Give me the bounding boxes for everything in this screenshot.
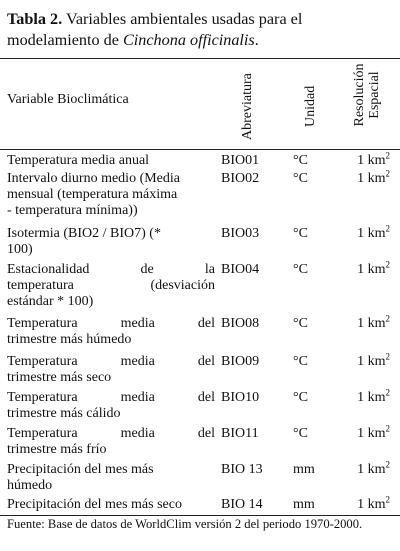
abbreviation-cell: BIO10 [221, 390, 260, 405]
resolution-exponent: 2 [385, 351, 390, 362]
species-name: Cinchona officinalis [122, 31, 255, 49]
abbreviation-cell: BIO08 [221, 316, 260, 331]
abbreviation-cell: BIO02 [221, 171, 260, 186]
resolution-exponent: 2 [385, 423, 390, 434]
unit-cell: °C [293, 171, 308, 186]
variable-name-line: Temperatura media del [7, 316, 215, 331]
resolution-exponent: 2 [385, 150, 390, 161]
variable-name [7, 390, 215, 422]
resolution-cell [357, 351, 390, 370]
resolution-exponent: 2 [385, 313, 390, 324]
resolution-cell [357, 494, 390, 513]
variable-name-line: trimestre más húmedo [7, 332, 132, 347]
resolution-value: 1 km [357, 354, 386, 369]
unit-cell: °C [293, 390, 308, 405]
variable-name-line: Temperatura media del [7, 426, 215, 441]
resolution-value: 1 km [357, 153, 386, 168]
table-caption [7, 9, 393, 51]
variable-name-line: Temperatura media anual [7, 153, 150, 168]
variable-name-line: Temperatura media del [7, 354, 215, 369]
resolution-exponent: 2 [385, 168, 390, 179]
variable-name [7, 226, 215, 258]
resolution-exponent: 2 [385, 223, 390, 234]
variable-name-line: trimestre más seco [7, 370, 112, 385]
unit-cell: °C [293, 153, 308, 168]
variable-name [7, 497, 215, 513]
variable-name-line: temperatura (desviación [7, 278, 215, 293]
variable-name-line: Precipitación del mes más [7, 462, 154, 477]
variable-name-line: trimestre más cálido [7, 406, 121, 421]
unit-cell: mm [293, 497, 315, 512]
top-rule [0, 58, 400, 59]
resolution-value: 1 km [357, 390, 386, 405]
resolution-cell [357, 223, 390, 242]
resolution-value: 1 km [357, 497, 386, 512]
variable-name-line: estándar * 100) [7, 294, 94, 309]
resolution-exponent: 2 [385, 494, 390, 505]
abbreviation-cell: BIO 14 [221, 497, 263, 512]
abbreviation-cell: BIO04 [221, 262, 260, 277]
variable-name-line: húmedo [7, 478, 53, 493]
resolution-exponent: 2 [385, 459, 390, 470]
resolution-value: 1 km [357, 171, 386, 186]
header-rule [0, 149, 400, 150]
unit-cell: °C [293, 426, 308, 441]
resolution-value: 1 km [357, 462, 386, 477]
unit-cell: °C [293, 226, 308, 241]
resolution-cell [357, 313, 390, 332]
variable-name [7, 153, 215, 169]
variable-name [7, 426, 215, 458]
variable-name-line: mensual (temperatura máxima [7, 187, 178, 202]
resolution-cell [357, 459, 390, 478]
resolution-value: 1 km [357, 316, 386, 331]
variable-name [7, 462, 215, 494]
resolution-cell [357, 259, 390, 278]
resolution-value: 1 km [357, 262, 386, 277]
variable-name [7, 262, 215, 310]
resolution-exponent: 2 [385, 387, 390, 398]
variable-name-line: trimestre más frío [7, 442, 107, 457]
table-label: Tabla 2. [7, 10, 63, 28]
variable-name [7, 316, 215, 348]
abbreviation-cell: BIO 13 [221, 462, 263, 477]
unit-cell: mm [293, 462, 315, 477]
variable-name-line: Estacionalidad de la [7, 262, 215, 277]
variable-name-line: 100) [7, 242, 33, 257]
header-resolution [352, 55, 382, 135]
variable-name-line: - temperatura mínima)) [7, 203, 138, 218]
unit-cell: °C [293, 316, 308, 331]
resolution-cell [357, 168, 390, 187]
table-footnote: Fuente: Base de datos de WorldClim versión 2 del periodo 1970-2000. [7, 517, 363, 531]
header-abbreviation: Abreviatura [240, 73, 255, 140]
abbreviation-cell: BIO03 [221, 226, 260, 241]
variable-name-line: Temperatura media del [7, 390, 215, 405]
variable-name [7, 354, 215, 386]
resolution-cell [357, 423, 390, 442]
resolution-cell [357, 387, 390, 406]
abbreviation-cell: BIO09 [221, 354, 260, 369]
variable-name-line: Intervalo diurno medio (Media [7, 171, 181, 186]
abbreviation-cell: BIO11 [221, 426, 259, 441]
resolution-value: 1 km [357, 426, 386, 441]
resolution-value: 1 km [357, 226, 386, 241]
abbreviation-cell: BIO01 [221, 153, 260, 168]
unit-cell: °C [293, 262, 308, 277]
header-variable: Variable Bioclimática [7, 92, 129, 107]
resolution-exponent: 2 [385, 259, 390, 270]
unit-cell: °C [293, 354, 308, 369]
header-resolution-line1: Resolución [352, 63, 367, 127]
variable-name-line: Precipitación del mes más seco [7, 497, 182, 512]
variable-name-line: Isotermia (BIO2 / BIO7) (* [7, 226, 161, 241]
caption-text: Variables ambientales usadas para el modelamiento de [7, 10, 303, 49]
resolution-cell [357, 150, 390, 169]
variable-name [7, 171, 215, 219]
header-unit: Unidad [303, 85, 318, 127]
caption-end: . [254, 31, 259, 49]
header-resolution-line2: Espacial [367, 71, 382, 119]
bottom-rule [0, 515, 400, 516]
